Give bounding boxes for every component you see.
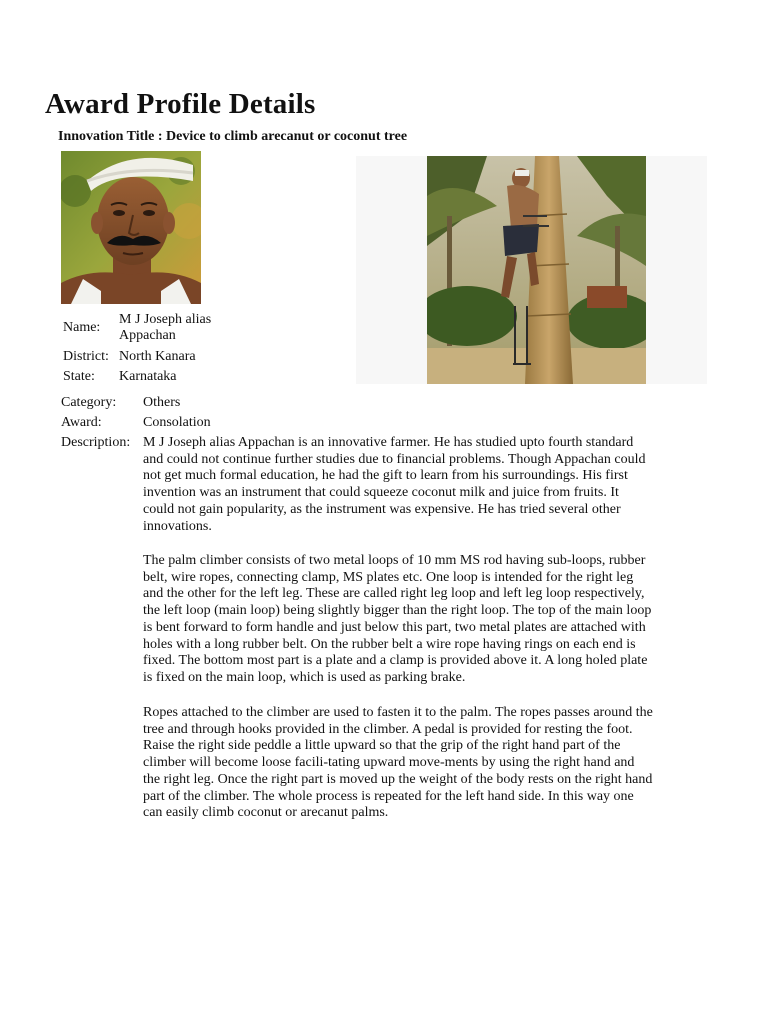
state-row	[63, 369, 263, 385]
portrait-photo	[61, 151, 201, 304]
desc-line: holes with a long rubber belt. On the rubber belt a wire rope having rings on each end is	[143, 636, 636, 652]
description-label: Description:	[61, 435, 131, 450]
desc-line: is fixed on the main loop, which is used as parking brake.	[143, 669, 466, 685]
category-row	[61, 395, 301, 411]
desc-line: tree and through hooks provided in the climber. A pedal is provided for resting the foot.	[143, 721, 633, 737]
name-label: Name:	[63, 320, 101, 335]
description-paragraph-3	[143, 705, 708, 822]
desc-line: could not gain popularity, as the instrument was expensive. He has tried several other	[143, 501, 621, 517]
district-value: North Kanara	[119, 349, 196, 364]
state-value: Karnataka	[119, 369, 177, 384]
desc-line: invention was an instrument that could squeeze coconut milk and juice from fruits. It	[143, 485, 619, 501]
coconut-tree-climber-photo	[427, 156, 646, 384]
name-value-line2: Appachan	[119, 328, 176, 343]
desc-line: climber will become loose facili-tating upward move-ments by using the right hand and	[143, 755, 635, 771]
award-label: Award:	[61, 415, 102, 430]
description-paragraph-2	[143, 553, 708, 687]
desc-line: can easily climb coconut or arecanut palms.	[143, 805, 389, 821]
state-label: State:	[63, 369, 95, 384]
district-row	[63, 349, 263, 365]
page-title: Award Profile Details	[45, 88, 316, 120]
desc-line: and could not continue further studies due to financial problems. Though Appachan could	[143, 451, 646, 467]
award-value: Consolation	[143, 415, 211, 430]
desc-line: The palm climber consists of two metal loops of 10 mm MS rod having sub-loops, rubber	[143, 553, 646, 568]
description-label-row	[61, 435, 143, 451]
category-value: Others	[143, 395, 181, 410]
desc-line: part of the climber. The whole process is repeated for the left hand side. In this way one	[143, 788, 634, 804]
desc-line: the right leg. Once the right part is moved up the weight of the body rests on the right hand	[143, 771, 653, 787]
desc-line: Ropes attached to the climber are used to fasten it to the palm. The ropes passes around the	[143, 705, 653, 720]
desc-line: and the other for the left leg. These are called right leg loop and left leg loop respectively,	[143, 586, 645, 602]
name-value-line1: M J Joseph alias	[119, 312, 212, 327]
desc-line: innovations.	[143, 518, 212, 534]
desc-line: belt, wire ropes, connecting clamp, MS plates etc. One loop is intended for the right leg	[143, 569, 634, 585]
innovation-title: Innovation Title : Device to climb arecanut or coconut tree	[58, 129, 408, 144]
award-row	[61, 415, 301, 431]
category-label: Category:	[61, 395, 117, 410]
description-paragraph-1	[143, 435, 708, 535]
desc-line: not get much formal education, he had the gift to learn from his surroundings. His first	[143, 468, 628, 484]
desc-line: M J Joseph alias Appachan is an innovative farmer. He has studied upto fourth standard	[143, 435, 634, 450]
district-label: District:	[63, 349, 109, 364]
desc-line: is bent forward to form handle and just below this part, two metal plates are attached with	[143, 619, 646, 635]
desc-line: fixed. The bottom most part is a plate and a clamp is provided above it. A long holed plate	[143, 653, 648, 669]
desc-line: Raise the right side peddle a little upward so that the grip of the right hand part of the	[143, 738, 621, 754]
desc-line: the left loop (main loop) being slightly bigger than the right loop. The top of the main loop	[143, 603, 652, 619]
name-row	[63, 312, 243, 346]
